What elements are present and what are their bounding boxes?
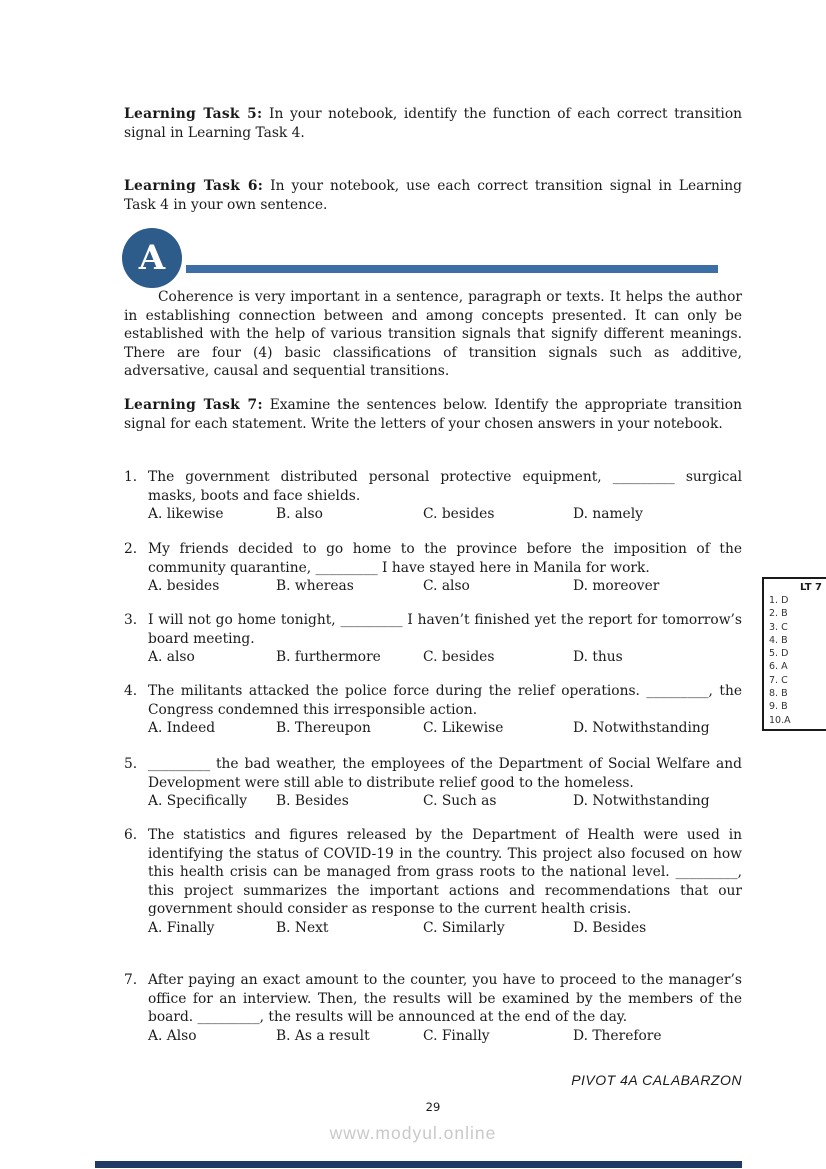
question-text: _________ the bad weather, the employees of the Department of Social Welfare and Development were still able to distribute relief good to the homeless. bbox=[148, 756, 742, 791]
question-number: 2. bbox=[124, 541, 138, 557]
question-text: My friends decided to go home to the province before the imposition of the community quarantine, _________ I have stayed here in Manila for work. bbox=[148, 541, 742, 576]
question-number: 3. bbox=[124, 612, 138, 628]
question-text: After paying an exact amount to the counter, you have to proceed to the manager’s office for an interview. Then, the results will be examined by the members of the board. _________, the results will be announced at the end of the day. bbox=[148, 972, 742, 1025]
option-d: D. Therefore bbox=[573, 1027, 662, 1044]
question-options bbox=[148, 1027, 742, 1046]
question-body bbox=[148, 611, 742, 667]
option-c: C. also bbox=[423, 578, 470, 594]
answer-key-entry: 1. D bbox=[769, 595, 789, 606]
question-options bbox=[148, 648, 742, 667]
option-a: A. also bbox=[148, 649, 195, 665]
option-b: B. furthermore bbox=[276, 649, 381, 665]
watermark: www.modyul.online bbox=[329, 1123, 497, 1143]
option-d: D. Besides bbox=[573, 919, 647, 936]
task5-text: In your notebook, identify the function of each correct transition signal in Learning Task 4. bbox=[124, 106, 743, 141]
footer-bar bbox=[95, 1161, 742, 1168]
option-c: C. Finally bbox=[423, 1027, 490, 1044]
question-1 bbox=[124, 468, 742, 524]
question-text: I will not go home tonight, _________ I haven’t finished yet the report for tomorrow’s board meeting. bbox=[148, 612, 742, 647]
option-b: B. whereas bbox=[276, 578, 354, 594]
question-options bbox=[148, 719, 742, 738]
option-a: A. likewise bbox=[148, 506, 224, 522]
option-c: C. besides bbox=[423, 649, 495, 665]
task6-label: Learning Task 6: bbox=[124, 178, 264, 194]
question-number: 5. bbox=[124, 756, 138, 772]
answer-key-title: LT 7 bbox=[800, 582, 822, 593]
section-rule bbox=[186, 265, 718, 273]
option-d: D. Notwithstanding bbox=[573, 793, 710, 809]
question-body bbox=[148, 826, 742, 937]
question-3 bbox=[124, 611, 742, 667]
question-body bbox=[148, 682, 742, 738]
question-number: 4. bbox=[124, 683, 138, 699]
task6-paragraph bbox=[124, 177, 742, 214]
answer-key-entry: 5. D bbox=[769, 648, 789, 660]
answer-key-entry: 7. C bbox=[769, 674, 788, 686]
question-options bbox=[148, 577, 742, 596]
answer-key-entry: 2. B bbox=[769, 608, 788, 620]
option-d: D. Notwithstanding bbox=[573, 720, 710, 736]
option-d: D. moreover bbox=[573, 578, 660, 594]
question-2 bbox=[124, 540, 742, 596]
option-c: C. Such as bbox=[423, 793, 497, 809]
option-b: B. Besides bbox=[276, 793, 349, 809]
question-4 bbox=[124, 682, 742, 738]
option-a: A. besides bbox=[148, 578, 220, 594]
task5-label: Learning Task 5: bbox=[124, 106, 263, 122]
answer-key-box bbox=[762, 577, 826, 731]
question-6 bbox=[124, 826, 742, 937]
page-number: 29 bbox=[425, 1100, 441, 1114]
option-d: D. thus bbox=[573, 649, 623, 665]
task5-paragraph bbox=[124, 105, 742, 142]
answer-key-entry: 10.A bbox=[769, 714, 791, 726]
option-d: D. namely bbox=[573, 506, 643, 522]
answer-key-entry: 4. B bbox=[769, 634, 788, 646]
answer-key-entry: 9. B bbox=[769, 701, 788, 713]
section-letter: A bbox=[138, 238, 166, 278]
option-b: B. As a result bbox=[276, 1027, 370, 1044]
answer-key-entry: 3. C bbox=[769, 621, 788, 633]
option-a: A. Also bbox=[148, 1027, 197, 1044]
option-a: A. Specifically bbox=[148, 793, 248, 809]
option-b: B. Thereupon bbox=[276, 720, 371, 736]
question-7 bbox=[124, 971, 742, 1045]
question-number: 1. bbox=[124, 469, 138, 485]
option-c: C. Similarly bbox=[423, 919, 505, 936]
option-c: C. besides bbox=[423, 506, 495, 522]
question-text: The government distributed personal protective equipment, _________ surgical masks, boots and face shields. bbox=[148, 469, 742, 504]
question-body bbox=[148, 971, 742, 1045]
option-a: A. Indeed bbox=[148, 720, 216, 736]
option-b: B. also bbox=[276, 506, 323, 522]
question-body bbox=[148, 540, 742, 596]
option-a: A. Finally bbox=[148, 919, 215, 936]
question-text: The militants attacked the police force during the relief operations. _________, the Congress condemned this irresponsible action. bbox=[148, 683, 742, 718]
question-text: The statistics and figures released by the Department of Health were used in identifying the status of COVID-19 in the country. This project also focused on how this health crisis can be managed from grass roots to the national level. _________, this project summarizes the important actions and recommendations that our government should consider as response to the current health crisis. bbox=[148, 827, 742, 917]
task7-paragraph bbox=[124, 396, 742, 433]
question-options bbox=[148, 919, 742, 938]
question-number: 6. bbox=[124, 827, 138, 843]
intro-paragraph: Coherence is very important in a sentence, paragraph or texts. It helps the author in establishing connection between and among concepts presented. It can only be established with the help of various transition signals that signify different meanings. There are four (4) basic classifications of transition signals such as additive, adversative, causal and sequential transitions. bbox=[124, 289, 742, 379]
question-number: 7. bbox=[124, 972, 138, 988]
question-options bbox=[148, 792, 742, 811]
section-letter-badge bbox=[122, 228, 182, 288]
question-5 bbox=[124, 755, 742, 811]
question-body bbox=[148, 468, 742, 524]
question-body bbox=[148, 755, 742, 811]
task7-text: Examine the sentences below. Identify the appropriate transition signal for each statement. Write the letters of your chosen answers in your notebook. bbox=[124, 397, 742, 432]
task6-text: In your notebook, use each correct transition signal in Learning Task 4 in your own sentence. bbox=[124, 178, 742, 213]
answer-key-entry: 8. B bbox=[769, 688, 788, 700]
option-c: C. Likewise bbox=[423, 720, 504, 736]
option-b: B. Next bbox=[276, 919, 329, 936]
footer-brand: PIVOT 4A CALABARZON bbox=[571, 1072, 742, 1088]
task7-label: Learning Task 7: bbox=[124, 397, 263, 413]
answer-key-entry: 6. A bbox=[769, 661, 788, 673]
question-options bbox=[148, 505, 742, 524]
